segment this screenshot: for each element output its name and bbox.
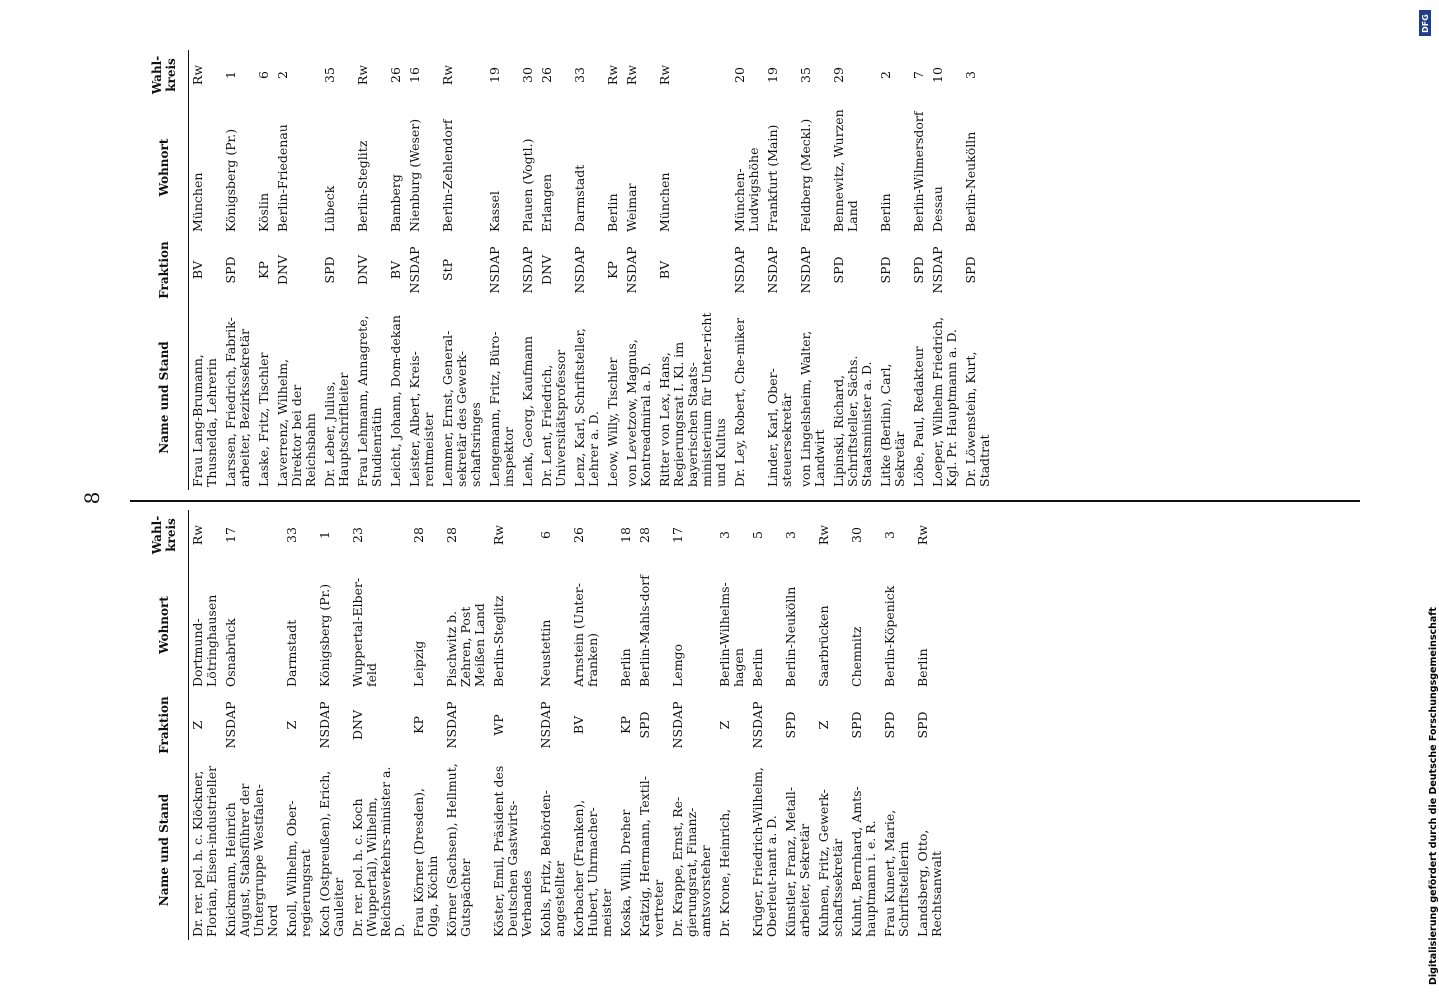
cell-fraktion: NSDAP xyxy=(520,246,535,294)
cell-fraktion: KP xyxy=(411,716,426,734)
table-row xyxy=(354,50,387,490)
table-row xyxy=(443,510,490,940)
table-row xyxy=(316,510,349,940)
header-row xyxy=(140,50,189,490)
table-row xyxy=(636,510,669,940)
table-row xyxy=(189,510,223,940)
cell-wahlkreis: 3 xyxy=(783,531,798,539)
cell-wahlkreis: 18 xyxy=(618,527,633,543)
cell-wahlkreis: 26 xyxy=(388,67,403,83)
cell-name: Dr. Leber, Julius, Hauptschriftleiter xyxy=(322,372,351,487)
cell-wohnort: Lemgo xyxy=(670,643,685,687)
cell-fraktion: BV xyxy=(657,260,672,280)
cell-name: Kuhnt, Bernhard, Amts-hauptmann i. e. R. xyxy=(849,786,878,937)
table-row xyxy=(486,50,519,490)
cell-name: Krätzig, Hermann, Textil-vertreter xyxy=(637,775,666,937)
cell-wohnort: Berlin-Friedenau xyxy=(275,124,290,232)
cell-name: Köster, Emil, Präsident des Deutschen Gastwirts-Verbandes xyxy=(491,765,534,937)
cell-wahlkreis: 16 xyxy=(407,67,422,83)
cell-wahlkreis: 1 xyxy=(317,531,332,539)
cell-name: von Levetzow, Magnus, Kontreadmiral a. D. xyxy=(624,339,653,487)
cell-name: Löbe, Paul, Redakteur xyxy=(911,346,926,487)
cell-name: Dr. rer. pol. h. c. Koch (Wuppertal), Wilhelm, Reichsverkehrs-minister a. D. xyxy=(350,766,407,937)
table-row xyxy=(797,50,830,490)
cell-fraktion: NSDAP xyxy=(750,701,765,749)
cell-wahlkreis: 19 xyxy=(487,67,502,83)
cell-name: Körner (Sachsen), Hellmut, Gutspächter xyxy=(444,763,473,937)
page-number: 8 xyxy=(80,491,104,505)
cell-wohnort: Nienburg (Weser) xyxy=(407,118,422,232)
table-row xyxy=(537,510,570,940)
header-wohnort: Wohnort xyxy=(140,100,189,235)
cell-wahlkreis: 35 xyxy=(322,67,337,83)
cell-wohnort: Chemnitz xyxy=(849,626,864,687)
cell-fraktion: DNV xyxy=(350,710,365,740)
cell-fraktion: NSDAP xyxy=(487,246,502,294)
table-row xyxy=(623,50,656,490)
cell-wahlkreis: Rw xyxy=(355,64,370,86)
cell-wohnort: Königsberg (Pr.) xyxy=(223,128,238,232)
cell-fraktion: NSDAP xyxy=(317,701,332,749)
cell-wohnort: Berlin-Steglitz xyxy=(355,140,370,232)
cell-fraktion: SPD xyxy=(849,711,864,739)
cell-fraktion: StP xyxy=(440,259,455,281)
cell-wahlkreis: 6 xyxy=(256,71,271,79)
cell-fraktion: SPD xyxy=(963,256,978,284)
cell-wohnort: Bennewitz, Wurzen Land xyxy=(831,109,860,232)
table-row xyxy=(570,510,617,940)
dfg-logo xyxy=(1419,10,1431,36)
cell-fraktion: NSDAP xyxy=(223,701,238,749)
cell-wohnort: Berlin xyxy=(915,648,930,687)
header-name: Name und Stand xyxy=(140,760,189,940)
cell-wahlkreis: 30 xyxy=(849,527,864,543)
cell-name: von Lingelsheim, Walter, Landwirt xyxy=(798,330,827,487)
cell-wahlkreis: 3 xyxy=(717,531,732,539)
cell-name: Dr. Löwenstein, Kurt, Stadtrat xyxy=(963,351,992,487)
cell-fraktion: NSDAP xyxy=(407,246,422,294)
cell-name: Lenk, Georg, Kaufmann xyxy=(520,336,535,487)
cell-fraktion: SPD xyxy=(882,711,897,739)
cell-wohnort: München xyxy=(190,172,205,232)
cell-name: Dr. Krone, Heinrich, xyxy=(717,808,732,937)
cell-fraktion: NSDAP xyxy=(732,246,747,294)
cell-name: Kuhnen, Fritz, Gewerk-schaftssekretär xyxy=(816,789,845,937)
table-row xyxy=(349,510,410,940)
table-row xyxy=(222,510,283,940)
header-row xyxy=(140,510,189,940)
cell-wohnort: Berlin xyxy=(618,648,633,687)
cell-name: Larssen, Friedrich, Fabrik-arbeiter, Bezirkssekretär xyxy=(223,317,252,487)
cell-name: Leister, Albert, Kreis-rentmeister xyxy=(407,351,436,487)
cell-name: Koska, Willi, Dreher xyxy=(618,809,633,937)
cell-wahlkreis: 20 xyxy=(732,67,747,83)
cell-wohnort: Dessau xyxy=(930,186,945,232)
cell-fraktion: KP xyxy=(605,261,620,279)
table-row xyxy=(716,510,749,940)
cell-fraktion: SPD xyxy=(322,256,337,284)
table-row xyxy=(538,50,571,490)
table-row xyxy=(222,50,255,490)
cell-wahlkreis: Rw xyxy=(190,64,205,86)
register-table-left xyxy=(140,510,947,940)
cell-wahlkreis: 28 xyxy=(444,527,459,543)
table-row xyxy=(731,50,764,490)
cell-wohnort: Berlin-Wilhelms-hagen xyxy=(717,582,746,687)
cell-wahlkreis: 28 xyxy=(411,527,426,543)
cell-wohnort: Berlin-Zehlendorf xyxy=(440,119,455,232)
cell-name: Frau Kunert, Marie, Schriftstellerin xyxy=(882,809,911,937)
table-row xyxy=(519,50,538,490)
cell-wohnort: Osnabrück xyxy=(223,618,238,687)
table-row xyxy=(490,510,537,940)
cell-fraktion: NSDAP xyxy=(765,246,780,294)
cell-fraktion: BV xyxy=(571,715,586,735)
header-fraktion: Fraktion xyxy=(140,690,189,760)
cell-wohnort: Berlin-Köpenick xyxy=(882,585,897,687)
cell-wahlkreis: 35 xyxy=(798,67,813,83)
cell-name: Lipinski, Richard, Schriftsteller, Sächs. Staatsminister a. D. xyxy=(831,355,874,487)
cell-fraktion: BV xyxy=(190,260,205,280)
cell-wohnort: Saarbrücken xyxy=(816,605,831,687)
cell-wohnort: Leipzig xyxy=(411,640,426,687)
cell-wohnort: Plauen (Vogtl.) xyxy=(520,138,535,232)
cell-wohnort: Berlin xyxy=(750,648,765,687)
cell-wohnort: Königsberg (Pr.) xyxy=(317,583,332,687)
table-row xyxy=(283,510,316,940)
header-wahlkreis: Wahl-kreis xyxy=(140,50,189,100)
right-rows xyxy=(189,50,996,490)
header-wohnort: Wohnort xyxy=(140,560,189,690)
cell-name: Künstler, Franz, Metall-arbeiter, Sekretär xyxy=(783,786,812,937)
table-row xyxy=(410,510,443,940)
table-row xyxy=(848,510,881,940)
cell-wahlkreis: 28 xyxy=(637,527,652,543)
dfg-credit: Digitalisierung gefördert durch die Deutsche Forschungsgemeinschaft xyxy=(1428,607,1439,985)
cell-name: Landsberg, Otto, Rechtsanwalt xyxy=(915,829,944,937)
table-row xyxy=(962,50,995,490)
cell-wahlkreis: 26 xyxy=(571,527,586,543)
cell-name: Dr. Krappe, Ernst, Re-gierungsrat, Finanz-amtsvorsteher xyxy=(670,796,713,937)
cell-wohnort: Frankfurt (Main) xyxy=(765,124,780,232)
cell-wohnort: Neustettin xyxy=(538,619,553,687)
table-row xyxy=(830,50,877,490)
cell-wohnort: Darmstadt xyxy=(572,164,587,232)
cell-fraktion: SPD xyxy=(911,256,926,284)
cell-wahlkreis: 26 xyxy=(539,67,554,83)
cell-fraktion: NSDAP xyxy=(624,246,639,294)
cell-fraktion: NSDAP xyxy=(670,701,685,749)
cell-fraktion: NSDAP xyxy=(798,246,813,294)
cell-name: Laverrenz, Wilhelm, Direktor bei der Reichsbahn xyxy=(275,358,318,487)
cell-wahlkreis: 17 xyxy=(670,527,685,543)
cell-wahlkreis: Rw xyxy=(491,524,506,546)
cell-wahlkreis: Rw xyxy=(816,524,831,546)
cell-wahlkreis: Rw xyxy=(605,64,620,86)
cell-wohnort: Berlin-Wilmersdorf xyxy=(911,111,926,232)
table-row xyxy=(321,50,354,490)
cell-wohnort: Erlangen xyxy=(539,173,554,232)
cell-name: Laske, Fritz, Tischler xyxy=(256,352,271,487)
cell-wohnort: München xyxy=(657,172,672,232)
cell-name: Lemmer, Ernst, General-sekretär des Gewerk-schaftsringes xyxy=(440,330,483,487)
cell-wahlkreis: 29 xyxy=(831,67,846,83)
table-row xyxy=(749,510,782,940)
cell-wohnort: Berlin-Mahls-dorf xyxy=(637,575,652,687)
table-row xyxy=(910,50,929,490)
cell-wahlkreis: Rw xyxy=(657,64,672,86)
table-row xyxy=(406,50,439,490)
table-row xyxy=(439,50,486,490)
cell-name: Leow, Willy, Tischler xyxy=(605,357,620,487)
cell-name: Frau Lang-Brumann, Thusnelda, Lehrerin xyxy=(190,354,219,487)
cell-wohnort: München-Ludwigshöhe xyxy=(732,147,761,232)
cell-wahlkreis: 2 xyxy=(275,71,290,79)
cell-wahlkreis: 33 xyxy=(572,67,587,83)
cell-fraktion: SPD xyxy=(878,256,893,284)
cell-wohnort: Dortmund-Lötringhausen xyxy=(190,594,219,687)
cell-fraktion: WP xyxy=(491,714,506,736)
cell-fraktion: KP xyxy=(618,716,633,734)
table-row xyxy=(387,50,406,490)
cell-wohnort: Arnstein (Unter-franken) xyxy=(571,583,600,687)
left-rows xyxy=(189,510,948,940)
cell-name: Lenz, Karl, Schriftsteller, Lehrer a. D. xyxy=(572,327,601,487)
cell-wahlkreis: 2 xyxy=(878,71,893,79)
cell-wahlkreis: Rw xyxy=(915,524,930,546)
table-row xyxy=(929,50,962,490)
cell-name: Koch (Ostpreußen), Erich, Gauleiter xyxy=(317,770,346,937)
header-fraktion: Fraktion xyxy=(140,235,189,305)
cell-fraktion: SPD xyxy=(915,711,930,739)
cell-wohnort: Bamberg xyxy=(388,174,403,232)
cell-name: Knoll, Wilhelm, Ober-regierungsrat xyxy=(284,800,313,937)
cell-wahlkreis: 5 xyxy=(750,531,765,539)
cell-wohnort: Lübeck xyxy=(322,185,337,232)
cell-wahlkreis: 7 xyxy=(911,71,926,79)
table-row xyxy=(274,50,321,490)
cell-fraktion: DNV xyxy=(275,255,290,285)
table-row xyxy=(571,50,604,490)
table-row xyxy=(255,50,274,490)
cell-name: Frau Lehmann, Annagrete, Studienrätin xyxy=(355,315,384,487)
cell-wohnort: Darmstadt xyxy=(284,619,299,687)
cell-fraktion: NSDAP xyxy=(538,701,553,749)
cell-wohnort: Berlin-Steglitz xyxy=(491,595,506,687)
cell-name: Dr. rer. pol. h. c. Klöckner, Florian, Eisen-industrieller xyxy=(190,765,219,937)
cell-name: Loeper, Wilhelm Friedrich, Kgl. Pr. Hauptmann a. D. xyxy=(930,316,959,487)
cell-name: Knickmann, Heinrich August, Stabsführer der Untergruppe Westfalen-Nord xyxy=(223,783,280,937)
table-row xyxy=(669,510,716,940)
cell-wahlkreis: 19 xyxy=(765,67,780,83)
cell-wahlkreis: 1 xyxy=(223,71,238,79)
cell-wohnort: Berlin-Neukölln xyxy=(963,131,978,232)
table-row xyxy=(877,50,910,490)
cell-wahlkreis: 17 xyxy=(223,527,238,543)
cell-fraktion: NSDAP xyxy=(444,701,459,749)
cell-fraktion: NSDAP xyxy=(572,246,587,294)
cell-wahlkreis: Rw xyxy=(440,64,455,86)
cell-wohnort: Wuppertal-Elber-feld xyxy=(350,577,379,687)
cell-name: Litke (Berlin), Carl, Sekretär xyxy=(878,363,907,487)
table-row xyxy=(881,510,914,940)
cell-fraktion: Z xyxy=(717,720,732,730)
cell-fraktion: SPD xyxy=(831,256,846,284)
table-row xyxy=(815,510,848,940)
cell-wohnort: Berlin xyxy=(878,193,893,232)
cell-fraktion: Z xyxy=(284,720,299,730)
cell-wahlkreis: 30 xyxy=(520,67,535,83)
cell-wohnort: Köslin xyxy=(256,193,271,232)
cell-fraktion: SPD xyxy=(637,711,652,739)
table-row xyxy=(764,50,797,490)
cell-name: Kohls, Fritz, Behörden-angestellter xyxy=(538,790,567,937)
dfg-logo-text: DFG xyxy=(1420,13,1430,33)
table-row xyxy=(604,50,623,490)
cell-wohnort: Weimar xyxy=(624,183,639,232)
cell-fraktion: Z xyxy=(816,720,831,730)
cell-name: Dr. Ley, Robert, Che-miker xyxy=(732,318,747,487)
cell-wohnort: Berlin-Neukölln xyxy=(783,586,798,687)
cell-wahlkreis: 33 xyxy=(284,527,299,543)
cell-wohnort: Kassel xyxy=(487,190,502,232)
cell-fraktion: SPD xyxy=(223,256,238,284)
table-row xyxy=(914,510,947,940)
cell-name: Lengemann, Fritz, Büro-inspektor xyxy=(487,331,516,487)
cell-wohnort: Pischwitz b. Zehren, Post Meißen Land xyxy=(444,603,487,687)
cell-fraktion: BV xyxy=(388,260,403,280)
table-row xyxy=(782,510,815,940)
cell-wahlkreis: 3 xyxy=(882,531,897,539)
cell-name: Korbacher (Franken), Hubert, Uhrmacher-meister xyxy=(571,799,614,937)
cell-fraktion: KP xyxy=(256,261,271,279)
cell-wahlkreis: Rw xyxy=(190,524,205,546)
cell-name: Dr. Lent, Friedrich, Universitätsprofessor xyxy=(539,349,568,487)
cell-name: Leicht, Johann, Dom-dekan xyxy=(388,315,403,487)
table-row xyxy=(617,510,636,940)
register-table-right xyxy=(140,50,995,490)
cell-wohnort: Feldberg (Meckl.) xyxy=(798,118,813,232)
cell-wahlkreis: 3 xyxy=(963,71,978,79)
cell-wahlkreis: 6 xyxy=(538,531,553,539)
cell-fraktion: DNV xyxy=(355,255,370,285)
cell-fraktion: DNV xyxy=(539,255,554,285)
cell-wahlkreis: Rw xyxy=(624,64,639,86)
cell-wahlkreis: 23 xyxy=(350,527,365,543)
cell-fraktion: SPD xyxy=(783,711,798,739)
table-row xyxy=(189,50,223,490)
cell-name: Frau Körner (Dresden), Olga, Köchin xyxy=(411,787,440,937)
table-row xyxy=(656,50,731,490)
cell-fraktion: NSDAP xyxy=(930,246,945,294)
cell-name: Linder, Karl, Ober-steuersekretär xyxy=(765,368,794,487)
column-divider xyxy=(130,500,1360,502)
cell-wohnort: Berlin xyxy=(605,193,620,232)
cell-name: Krüger, Friedrich-Wilhelm, Oberleut-nant a. D. xyxy=(750,767,779,937)
header-wahlkreis: Wahl-kreis xyxy=(140,510,189,560)
cell-name: Ritter von Lex, Hans, Regierungsrat I. Kl. im bayerischen Staats-ministerium für Unter-richt und Kultus xyxy=(657,312,728,487)
cell-wahlkreis: 10 xyxy=(930,67,945,83)
cell-fraktion: Z xyxy=(190,720,205,730)
header-name: Name und Stand xyxy=(140,305,189,490)
